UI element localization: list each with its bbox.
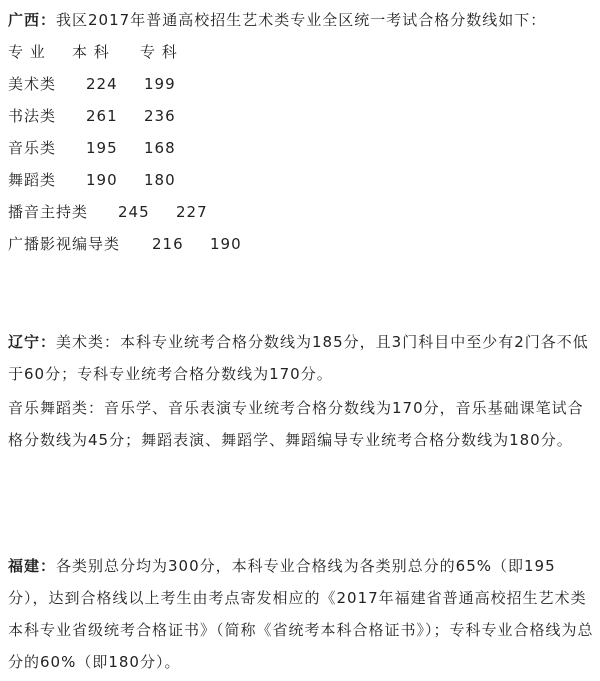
row-major: 书法类	[8, 107, 57, 125]
fujian-paragraph	[8, 550, 594, 678]
fujian-label: 福建：	[8, 557, 57, 575]
fujian-text: 各类别总分均为300分，本科专业合格线为各类别总分的65%（即195分），达到合格线以上考生由考点寄发相应的《2017年福建省普通高校招生艺术类本科专业省级统考合格证书》（简称《省统考本科合格证书》）；专科专业合格线为总分的60%（即180分）。	[8, 557, 594, 671]
row-major: 音乐类	[8, 139, 57, 157]
liaoning-paragraph-1	[8, 326, 594, 390]
row-benke: 224	[86, 75, 118, 93]
row-zhuanke: 190	[210, 235, 242, 253]
row-zhuanke: 199	[144, 75, 176, 93]
liaoning-text-2: 音乐舞蹈类：音乐学、音乐表演专业统考合格分数线为170分，音乐基础课笔试合格分数线为45分；舞蹈表演、舞蹈学、舞蹈编导专业统考合格分数线为180分。	[8, 399, 584, 449]
row-benke: 190	[86, 171, 118, 189]
liaoning-text-1: 美术类：本科专业统考合格分数线为185分，且3门科目中至少有2门各不低于60分；专科专业统考合格分数线为170分。	[8, 333, 589, 383]
guangxi-intro	[8, 10, 546, 30]
guangxi-intro-text: 我区2017年普通高校招生艺术类专业全区统一考试合格分数线如下：	[56, 11, 547, 29]
header-benke: 本 科	[72, 43, 110, 61]
liaoning-paragraph-2	[8, 392, 594, 456]
row-major: 播音主持类	[8, 203, 89, 221]
row-major: 美术类	[8, 75, 57, 93]
row-benke: 195	[86, 139, 118, 157]
row-zhuanke: 168	[144, 139, 176, 157]
guangxi-label: 广西：	[8, 11, 57, 29]
row-major: 舞蹈类	[8, 171, 57, 189]
row-major: 广播影视编导类	[8, 235, 121, 253]
row-zhuanke: 227	[176, 203, 208, 221]
header-zhuanke: 专 科	[140, 43, 178, 61]
row-zhuanke: 180	[144, 171, 176, 189]
row-benke: 261	[86, 107, 118, 125]
row-benke: 245	[118, 203, 150, 221]
liaoning-label: 辽宁：	[8, 333, 57, 351]
header-major: 专 业	[8, 43, 46, 61]
row-zhuanke: 236	[144, 107, 176, 125]
row-benke: 216	[152, 235, 184, 253]
